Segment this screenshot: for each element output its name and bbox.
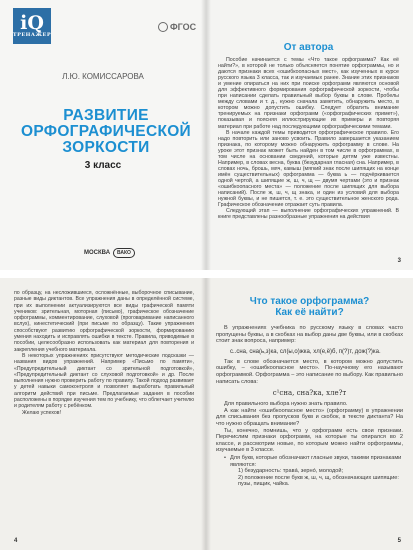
rule-sub-item: 2) положение после букв ж, ш, ч, щ, обозначающих шипящие: пузы, пищик, чайка. [238,474,399,488]
spelling-formula: с¹сна, сна?ка, хле?т [272,389,347,398]
page-number: 4 [14,538,18,544]
publisher-logo: ВАКО [113,248,135,258]
page3-paragraph: Следующий этап — выполнение орфографических упражнений. В книге представлены разнообразные упражнения на действия [218,208,399,221]
iq-logo-text: iQ [20,11,44,34]
word-examples: с..сна, сна(ь,з)ка, сл(ы,о)жка, хл(е,ё)б, п(?)т, дож(?)ка. [230,348,381,355]
page4-paragraph: Желаю успехов! [22,409,62,416]
cover-author: Л.Ю. КОМИССАРОВА [62,72,144,81]
cover-title [8,108,204,156]
page3-heading: От автора [283,42,334,53]
page5-paragraph: А как найти «ошибкоопасное место» (орфограмму) в упражнении для списывания без пропусков букв и скобок, в тексте диктанта? На что нужно обращать внимание? [216,407,403,427]
bottom-spread [0,278,413,550]
cover-title-line: ЗОРКОСТИ [62,139,150,156]
cover-title-line: ОРФОГРАФИЧЕСКОЙ [21,123,191,140]
page-number: 3 [397,258,401,264]
page5-heading-line: Как её найти? [275,307,344,318]
page5-paragraph: Для правильного выбора нужно знать правило. [224,401,348,408]
cover-page [0,0,206,270]
iq-logo [13,8,51,44]
page4-paragraph: В некоторых упражнениях присутствуют методические подсказки — названия видов упражнений. Например «Письмо по памяти», «Предупредительный диктант со зрительной подготовкой», «Предупредительный диктант со слуховой подготовкой» и др. После выполнения нужно проверить работу по правилу. Такой подход развивает у детей навыки самоконтроля и позволяет выработать правильный алгоритм действий при письме. Предлагаемые задания в пособии расположены в порядке изучения тем по учебнику, что облегчает учителю и родителям работу с ребёнком. [14,352,194,410]
page5-paragraph: Ты, конечно, помнишь, что у орфограмм есть свои признаки. Перечислим признаки орфограмм, на которые ты опирался во 2 классе, и рассмотрим новые, по которым можно найти орфограммы, изучаемые в 3 классе. [216,427,403,454]
publisher [84,248,135,258]
page-number: 5 [397,538,401,544]
page3-paragraph: Пособие начинается с темы «Что такое орфограмма? Как её найти?», в которой не только объясняется понятие орфограммы, но и даются признаки всех «ошибкоопасных мест», как изученных в курсе русского языка 3 класса, так и изучаемых ранее. Знание этих признаков и умение опираться на них при поиске орфограмм являются основой для эффективного формирования орфографической зоркости, чтобы при написании сделать правильный выбор буквы в слове. Пробелы между словами и т. д., нужно сначала заметить, обнаружить место, в котором можно допустить ошибку. Следует обратить внимание тренируемых на признаки орфограмм («орфографических примет»), показывая и поясняя иллюстрирующие их примеры и повторяя материал при работе над последующими орфографическими темами. [218,57,399,130]
rule-list-item: • Для букв, которые обозначают гласные звуки, такими признаками являются: [216,455,403,468]
page3-paragraph: В начале каждой темы приводится орфографическое правило. Его надо повторить или заново усвоить. Правило завершается указанием признака, по которому можно обнаружить орфограмму в слове. На уроке этот признак может быть найден в том числе в орфограммах, в том числе на основании сведений, которые детям уже известны. Например, в словах весна, буква (безударная гласная) сна. Например, в словах ночь, брошь, мяч, камыш (мягкий знак после шипящих на конце имён существительных) орфограмма — буква ь — подчёркивается одной чертой, а шипящие ж, ш, ч, щ — двумя чертами (это и признак «ошибкоопасного места» — положение после шипящих для выбора написаний). После ж, ш, ч, щ знака, и один из условий для выбора нужной буквы, и не пишется, т. е. это существительное женского рода. Графическое обозначение отражает суть правила. [218,129,399,209]
publisher-city: МОСКВА [84,250,111,256]
fgos-logo [158,22,196,32]
cover-grade: 3 класс [84,160,122,171]
iq-logo-subtitle: ТРЕНАЖЕР [12,31,52,38]
page5-paragraph: Так в слове обозначается место, в котором можно допустить ошибку, – «ошибкоопасное место». По-научному его называют орфограммой. Орфограмма – это написание по выбору. Как правильно написать слова: [216,358,403,385]
page5-heading-line: Что такое орфограмма? [249,296,370,307]
page-5 [206,278,413,550]
page-4 [0,278,206,550]
rule-sub-list [216,468,403,488]
page5-heading [216,296,403,318]
rule-list [216,455,403,468]
page4-paragraph: по образцу, на несложившиеся, осложнённые, выборочное списывание, разные виды диктантов. Все упражнения даны в определённой системе, при их выполнении актуализируются все виды графической памяти учеников: зрительная, моторная (письмо), графическое обозначение орфограммы, комментирование, слуховой (проговаривание написанного вслух), кинестетический (при письме по образцу). Такие упражнения способствуют развитию орфографической зоркости, формированию умения находить и исправлять ошибки в тексте. Правила, приводимые в пособии, целесообразно использовать как материал для повторения и закрепления учебного материала. [14,290,194,353]
fgos-label: ФГОС [170,22,197,32]
top-spread [0,0,413,270]
cover-title-line: РАЗВИТИЕ [63,107,149,124]
rule-sub-item: 1) безударность: травá, зерно́, молодой; [238,468,344,475]
page5-paragraph: В упражнениях учебника по русскому языку в словах часто пропущены буквы, а в скобках на выбор даны две буквы, или в скобках стоит знак вопроса, например: [216,325,403,345]
page-3 [206,0,413,270]
fgos-circle-icon [158,22,168,32]
